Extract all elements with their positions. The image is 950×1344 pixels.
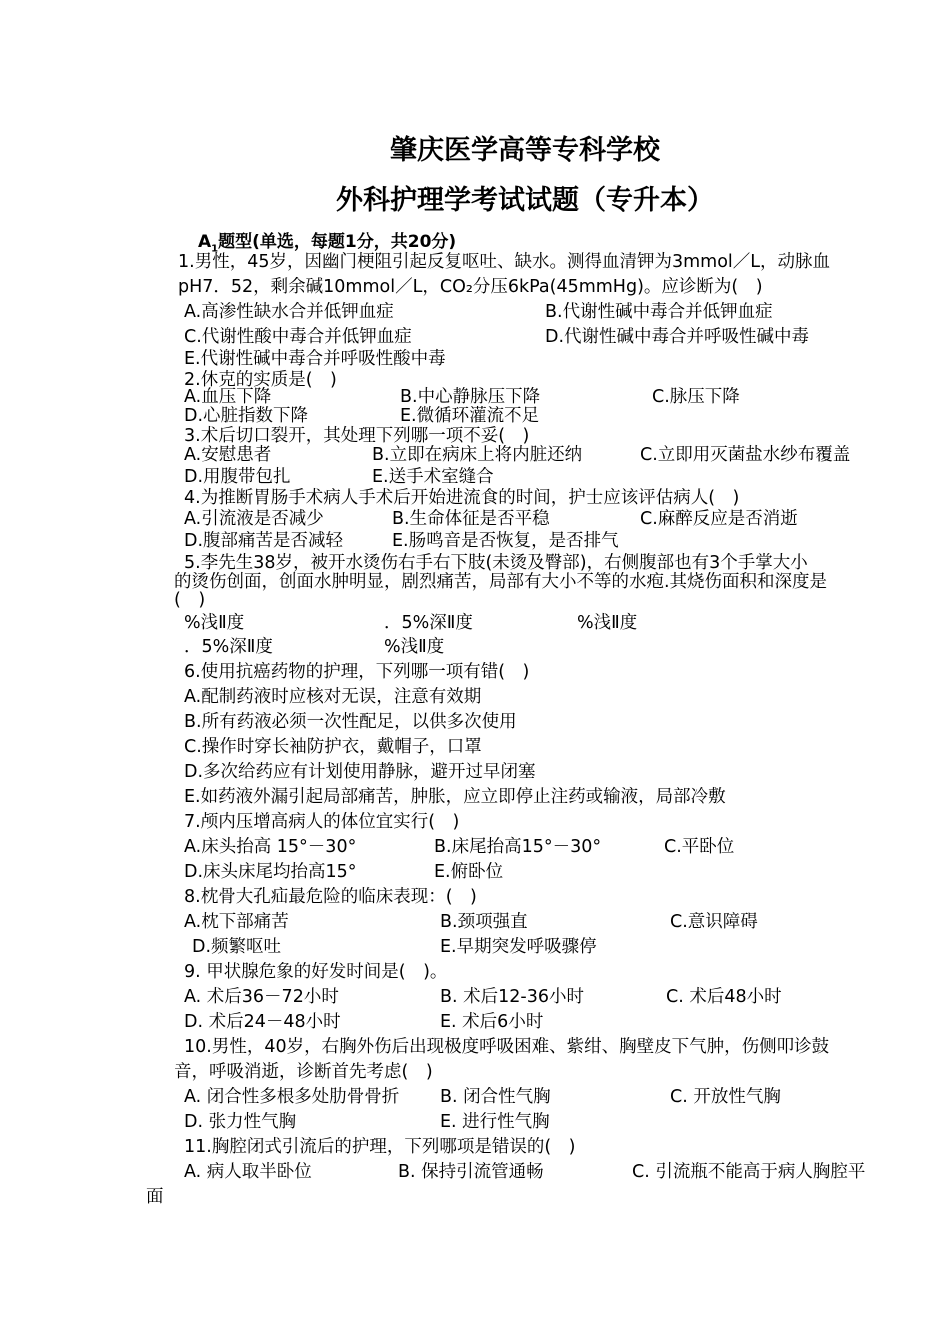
- option-text: E.微循环灌流不足: [400, 406, 540, 426]
- option-text: C.脉压下降: [652, 387, 740, 407]
- question-text: 5.李先生38岁，被开水烫伤右手右下肢(未烫及臀部)，右侧腹部也有3个手掌大小: [184, 553, 808, 573]
- option-text: E.如药液外漏引起局部痛苦，肿胀，应立即停止注药或输液，局部冷敷: [184, 787, 726, 807]
- option-text: C.立即用灭菌盐水纱布覆盖: [640, 445, 851, 465]
- option-text: B.所有药液必须一次性配足，以供多次使用: [184, 712, 517, 732]
- option-text: A. 病人取半卧位: [184, 1162, 312, 1182]
- option-text: B.颈项强直: [440, 912, 528, 932]
- question-text: 的烫伤创面，创面水肿明显，剧烈痛苦，局部有大小不等的水疱.其烧伤面积和深度是: [174, 572, 828, 592]
- option-text: D.心脏指数下降: [184, 406, 309, 426]
- option-text: C.代谢性酸中毒合并低钾血症: [184, 327, 412, 347]
- option-text: B.生命体征是否平稳: [392, 509, 550, 529]
- option-text: C.意识障碍: [670, 912, 758, 932]
- option-text: E.代谢性碱中毒合并呼吸性酸中毒: [184, 349, 446, 369]
- option-text: A.血压下降: [184, 387, 272, 407]
- option-text: D.代谢性碱中毒合并呼吸性碱中毒: [545, 327, 810, 347]
- option-text: E.俯卧位: [434, 862, 504, 882]
- option-text: D.多次给药应有计划使用静脉，避开过早闭塞: [184, 762, 536, 782]
- question-text: 8.枕骨大孔疝最危险的临床表现：( ): [184, 887, 477, 907]
- option-text: D. 张力性气胸: [184, 1112, 297, 1132]
- option-text: D.腹部痛苦是否减轻: [184, 531, 344, 551]
- section-letter: A: [198, 232, 212, 252]
- question-text: 2.休克的实质是( ): [184, 370, 337, 390]
- option-text: A.安慰患者: [184, 445, 272, 465]
- option-text: D.用腹带包扎: [184, 467, 291, 487]
- option-text: E.送手术室缝合: [372, 467, 494, 487]
- option-text: %浅Ⅱ度: [384, 637, 445, 657]
- option-text: C.操作时穿长袖防护衣，戴帽子，口罩: [184, 737, 482, 757]
- question-text: 9. 甲状腺危象的好发时间是( )。: [184, 962, 448, 982]
- option-text: ．5%深Ⅱ度: [384, 613, 473, 633]
- option-text: ．5%深Ⅱ度: [184, 637, 273, 657]
- option-text: A.高渗性缺水合并低钾血症: [184, 302, 394, 322]
- option-text: C. 术后48小时: [666, 987, 782, 1007]
- question-text: 1.男性，45岁，因幽门梗阻引起反复呕吐、缺水。测得血清钾为3mmol／L，动脉血: [178, 252, 831, 272]
- question-text: pH7．52，剩余碱10mmol／L，CO₂分压6kPa(45mmHg)。应诊断为( ): [178, 277, 763, 297]
- option-text: 面: [146, 1187, 164, 1207]
- school-name: 肇庆医学高等专科学校: [390, 135, 660, 166]
- option-text: B.代谢性碱中毒合并低钾血症: [545, 302, 773, 322]
- option-text: B.立即在病床上将内脏还纳: [372, 445, 583, 465]
- option-text: E.早期突发呼吸骤停: [440, 937, 597, 957]
- option-text: A. 术后36－72小时: [184, 987, 339, 1007]
- option-text: A.床头抬高 15°－30°: [184, 837, 357, 857]
- option-text: B. 术后12-36小时: [440, 987, 584, 1007]
- option-text: %浅Ⅱ度: [577, 613, 638, 633]
- exam-title: 外科护理学考试试题（专升本）: [336, 185, 714, 216]
- section-subscript: 1: [211, 243, 219, 255]
- option-text: A. 闭合性多根多处肋骨骨折: [184, 1087, 400, 1107]
- option-text: E. 进行性气胸: [440, 1112, 550, 1132]
- question-text: 10.男性，40岁，右胸外伤后出现极度呼吸困难、紫绀、胸壁皮下气肿，伤侧叩诊鼓: [184, 1037, 830, 1057]
- option-text: C. 引流瓶不能高于病人胸腔平: [632, 1162, 866, 1182]
- question-text: 3.术后切口裂开，其处理下列哪一项不妥( ): [184, 426, 530, 446]
- option-text: D.床头床尾均抬高15°: [184, 862, 357, 882]
- option-text: B. 保持引流管通畅: [398, 1162, 544, 1182]
- option-text: A.引流液是否减少: [184, 509, 324, 529]
- option-text: E.肠鸣音是否恢复，是否排气: [392, 531, 619, 551]
- question-text: 7.颅内压增高病人的体位宜实行( ): [184, 812, 460, 832]
- section-description: 题型(单选，每题1分，共20分): [218, 232, 457, 252]
- option-text: B.中心静脉压下降: [400, 387, 541, 407]
- question-text: 音，呼吸消逝，诊断首先考虑( ): [174, 1062, 433, 1082]
- question-text: ( ): [174, 590, 206, 610]
- option-text: B.床尾抬高15°－30°: [434, 837, 602, 857]
- option-text: A.枕下部痛苦: [184, 912, 289, 932]
- option-text: E. 术后6小时: [440, 1012, 544, 1032]
- option-text: D. 术后24－48小时: [184, 1012, 341, 1032]
- question-text: 6.使用抗癌药物的护理，下列哪一项有错( ): [184, 662, 530, 682]
- option-text: C.平卧位: [664, 837, 735, 857]
- option-text: %浅Ⅱ度: [184, 613, 245, 633]
- question-text: 11.胸腔闭式引流后的护理，下列哪项是错误的( ): [184, 1137, 576, 1157]
- question-text: 4.为推断胃肠手术病人手术后开始进流食的时间，护士应该评估病人( ): [184, 488, 740, 508]
- option-text: B. 闭合性气胸: [440, 1087, 551, 1107]
- option-text: C. 开放性气胸: [670, 1087, 781, 1107]
- option-text: C.麻醉反应是否消逝: [640, 509, 798, 529]
- option-text: D.频繁呕吐: [192, 937, 282, 957]
- option-text: A.配制药液时应核对无误，注意有效期: [184, 687, 482, 707]
